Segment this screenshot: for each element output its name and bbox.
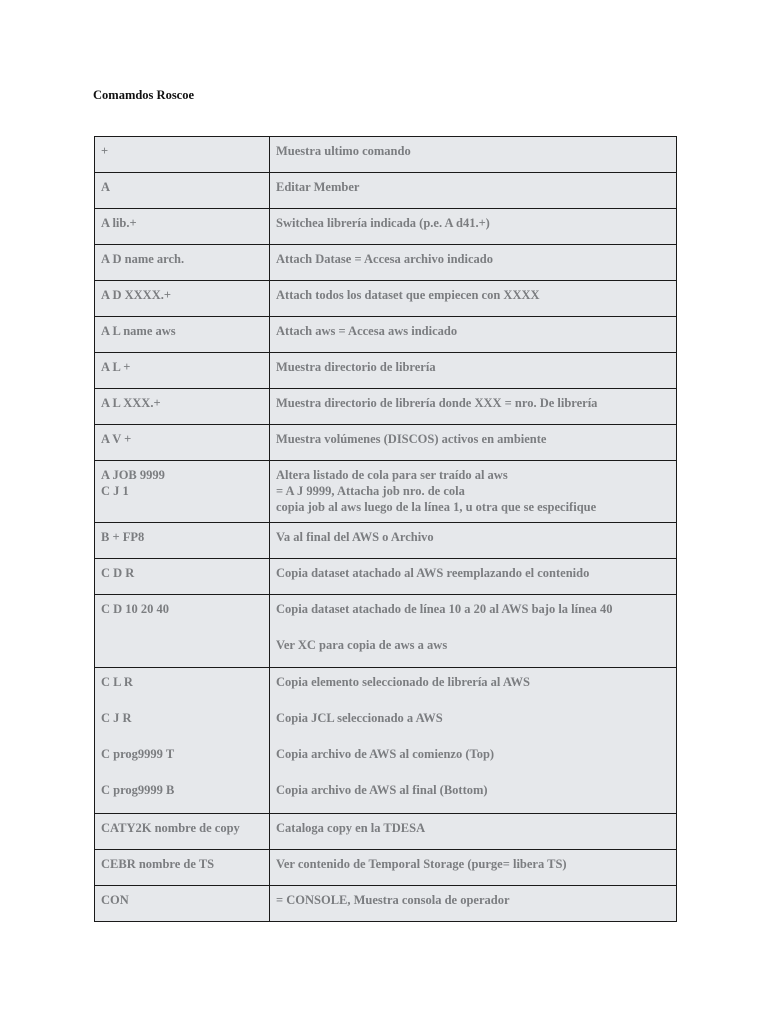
description-cell: Muestra directorio de librería donde XXX = nro. De librería — [270, 389, 677, 425]
command-cell: CEBR nombre de TS — [95, 850, 270, 886]
description-cell: Va al final del AWS o Archivo — [270, 523, 677, 559]
table-row — [95, 595, 677, 668]
description-line: Altera listado de cola para ser traído al aws — [276, 468, 508, 482]
description-cell: Muestra directorio de librería — [270, 353, 677, 389]
description-line: Copia dataset atachado de línea 10 a 20 al AWS bajo la línea 40 — [276, 602, 613, 616]
description-cell: = CONSOLE, Muestra consola de operador — [270, 886, 677, 922]
command-cell — [95, 668, 270, 814]
table-row — [95, 461, 677, 523]
command-cell: A lib.+ — [95, 209, 270, 245]
table-row — [95, 353, 677, 389]
table-row — [95, 814, 677, 850]
command-cell: C D 10 20 40 — [95, 595, 270, 668]
command-cell: A L name aws — [95, 317, 270, 353]
command-cell: A D name arch. — [95, 245, 270, 281]
description-cell: Switchea librería indicada (p.e. A d41.+) — [270, 209, 677, 245]
table-row — [95, 850, 677, 886]
command-line: C J 1 — [101, 484, 129, 498]
description-line: = A J 9999, Attacha job nro. de cola — [276, 484, 465, 498]
document-title: Comamdos Roscoe — [93, 88, 195, 102]
description-line: Copia archivo de AWS al comienzo (Top) — [276, 747, 495, 761]
description-cell — [270, 668, 677, 814]
description-line: Copia archivo de AWS al final (Bottom) — [276, 783, 488, 797]
table-row — [95, 886, 677, 922]
commands-table — [94, 136, 677, 922]
description-line: copia job al aws luego de la línea 1, u otra que se especifique — [276, 500, 597, 514]
table-row — [95, 173, 677, 209]
description-cell — [270, 461, 677, 523]
description-cell: Attach Datase = Accesa archivo indicado — [270, 245, 677, 281]
description-cell — [270, 595, 677, 668]
command-cell: A L + — [95, 353, 270, 389]
table-row — [95, 209, 677, 245]
command-cell: + — [95, 137, 270, 173]
description-line: Ver XC para copia de aws a aws — [276, 638, 448, 652]
command-cell: CON — [95, 886, 270, 922]
command-cell: A — [95, 173, 270, 209]
command-cell: B + FP8 — [95, 523, 270, 559]
description-cell: Muestra ultimo comando — [270, 137, 677, 173]
table-row — [95, 137, 677, 173]
description-cell: Copia dataset atachado al AWS reemplazando el contenido — [270, 559, 677, 595]
table-row — [95, 389, 677, 425]
description-cell: Muestra volúmenes (DISCOS) activos en ambiente — [270, 425, 677, 461]
command-line: C prog9999 B — [101, 783, 175, 797]
description-cell: Editar Member — [270, 173, 677, 209]
description-line: Copia JCL seleccionado a AWS — [276, 711, 443, 725]
command-cell: C D R — [95, 559, 270, 595]
description-cell: Attach aws = Accesa aws indicado — [270, 317, 677, 353]
description-line: Copia elemento seleccionado de librería al AWS — [276, 675, 530, 689]
table-row — [95, 245, 677, 281]
command-line: C L R — [101, 675, 133, 689]
description-cell: Ver contenido de Temporal Storage (purge= libera TS) — [270, 850, 677, 886]
table-row — [95, 425, 677, 461]
command-cell: CATY2K nombre de copy — [95, 814, 270, 850]
table-row — [95, 523, 677, 559]
command-cell: A V + — [95, 425, 270, 461]
command-cell: A D XXXX.+ — [95, 281, 270, 317]
table-row — [95, 668, 677, 814]
table-row — [95, 281, 677, 317]
table-row — [95, 317, 677, 353]
description-cell: Cataloga copy en la TDESA — [270, 814, 677, 850]
command-line: A JOB 9999 — [101, 468, 165, 482]
table-row — [95, 559, 677, 595]
command-line: C prog9999 T — [101, 747, 175, 761]
command-cell: A L XXX.+ — [95, 389, 270, 425]
command-line: C J R — [101, 711, 132, 725]
description-cell: Attach todos los dataset que empiecen con XXXX — [270, 281, 677, 317]
command-cell — [95, 461, 270, 523]
